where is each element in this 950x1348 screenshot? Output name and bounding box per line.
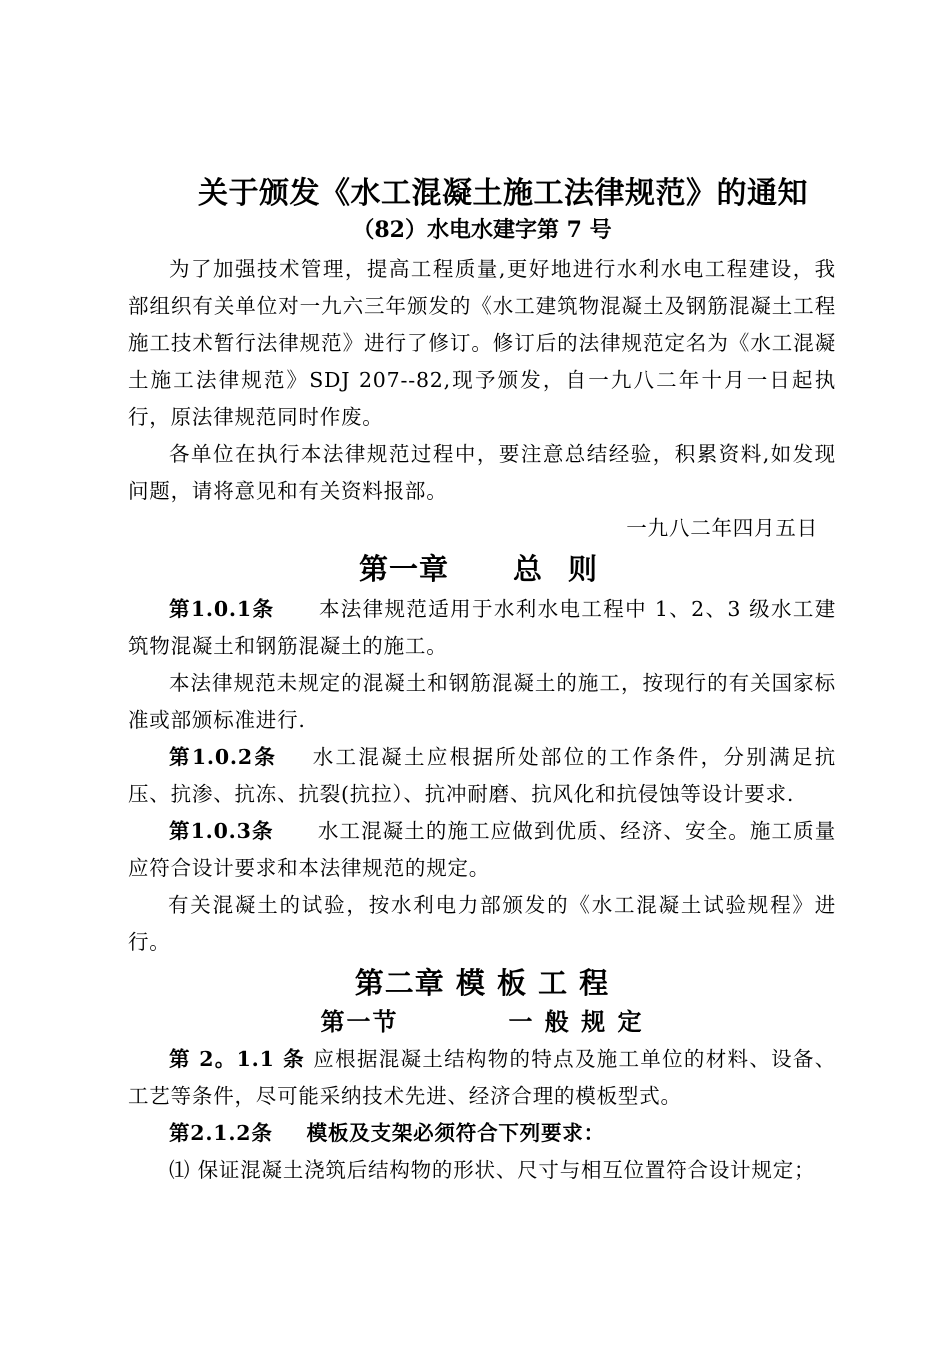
chapter-2-heading: 第二章 模 板 工 程 [354,966,610,1000]
notice-paragraph-2: 各单位在执行本法律规范过程中，要注意总结经验，积累资料,如发现问题，请将意见和有关资料报部。 [128,442,836,503]
article-label: 第1.0.1条 [169,597,275,621]
article-label: 第2.1.2条 [169,1121,273,1145]
article-1-0-1-paragraph-2: 本法律规范未规定的混凝土和钢筋混凝土的施工，按现行的有关国家标准或部颁标准进行. [128,671,836,732]
article-1-0-3 [128,813,836,887]
article-text: 水工混凝土应根据所处部位的工作条件，分别满足抗压、抗渗、抗冻、抗裂(抗拉）、抗冲耐磨、抗风化和抗侵蚀等设计要求. [128,745,836,806]
section-1-number: 第一节 [320,1007,399,1036]
notice-paragraph-1: 为了加强技术管理，提高工程质量,更好地进行水利水电工程建设，我部组织有关单位对一九六三年颁发的《水工建筑物混凝土及钢筋混凝土工程施工技术暂行法律规范》进行了修订。修订后的法律规范定名为《水工混凝土施工法律规范》SDJ 207--82,现予颁发，自一九八二年十月一日起执行，原法律规范同时作废。 [128,257,836,429]
section-1-name: 一 般 规 定 [508,1007,644,1036]
document-number: （82）水电水建字第 7 号 [352,217,612,243]
article-2-1-2 [128,1115,836,1152]
chapter-1-name: 总 则 [512,552,606,586]
notice-date: 一九八二年四月五日 [626,516,818,540]
article-1-0-3-paragraph-2: 有关混凝土的试验，按水利电力部颁发的《水工混凝土试验规程》进行。 [128,893,836,954]
document-body [128,175,836,1189]
article-text: 模板及支架必须符合下列要求： [306,1121,605,1145]
article-text: 本法律规范适用于水利水电工程中 1、2、3 级水工建筑物混凝土和钢筋混凝土的施工。 [128,597,836,658]
chapter-1-heading [128,549,836,589]
article-label: 第 2。1.1 条 [169,1047,305,1071]
article-1-0-2 [128,739,836,813]
article-label: 第1.0.3条 [169,819,274,843]
article-2-1-1 [128,1041,836,1115]
article-text: 应根据混凝土结构物的特点及施工单位的材料、设备、工艺等条件，尽可能采纳技术先进、经济合理的模板型式。 [128,1047,837,1108]
notice-title: 关于颁发《水工混凝土施工法律规范》的通知 [198,176,808,211]
article-text: 水工混凝土的施工应做到优质、经济、安全。施工质量应符合设计要求和本法律规范的规定。 [128,819,836,880]
section-1-heading [128,1005,836,1039]
article-label: 第1.0.2条 [169,745,278,769]
list-item-1: ⑴ 保证混凝土浇筑后结构物的形状、尺寸与相互位置符合设计规定； [169,1158,816,1182]
chapter-1-number: 第一章 [358,552,449,586]
article-1-0-1 [128,591,836,665]
